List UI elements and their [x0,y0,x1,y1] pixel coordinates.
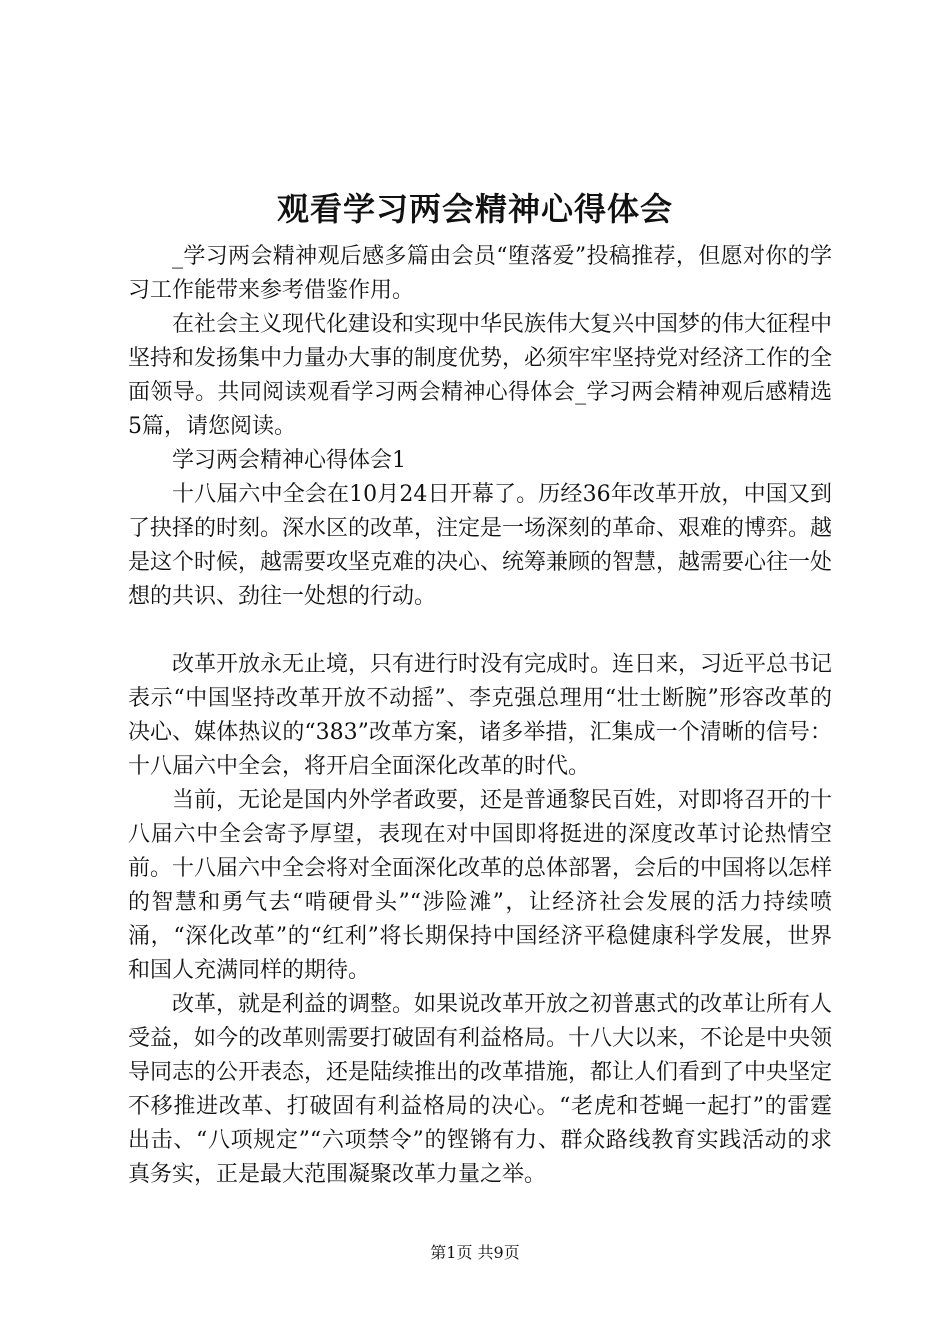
paragraph: 十八届六中全会在10月24日开幕了。历经36年改革开放，中国又到了抉择的时刻。深水区的改革，注定是一场深刻的革命、艰难的博弈。越是这个时候，越需要攻坚克难的决心、统筹兼顾的智慧，越需要心往一处想的共识、劲往一处想的行动。 [128,482,833,609]
paragraph-intro: _学习两会精神观后感多篇由会员“堕落爱”投稿推荐，但愿对你的学习工作能带来参考借鉴作用。 [128,244,832,303]
paragraph-context: 在社会主义现代化建设和实现中华民族伟大复兴中国梦的伟大征程中坚持和发扬集中力量办大事的制度优势，必须牢牢坚持党对经济工作的全面领导。共同阅读观看学习两会精神心得体会_学习两会精神观后感精选5篇，请您阅读。 [128,312,833,439]
section-heading: 学习两会精神心得体会1 [172,448,406,473]
document-title: 观看学习两会精神心得体会 [276,190,673,228]
paragraph: 改革，就是利益的调整。如果说改革开放之初普惠式的改革让所有人受益，如今的改革则需要打破固有利益格局。十八大以来，不论是中央领导同志的公开表态，还是陆续推出的改革措施，都让人们看到了中央坚定不移推进改革、打破固有利益格局的决心。“老虎和苍蝇一起打”的雷霆出击、“八项规定”“六项禁令”的铿锵有力、群众路线教育实践活动的求真务实，正是最大范围凝聚改革力量之举。 [128,992,833,1187]
page-footer: 第1页 共9页 [430,1243,520,1262]
paragraph: 改革开放永无止境，只有进行时没有完成时。连日来，习近平总书记表示“中国坚持改革开放不动摇”、李克强总理用“壮士断腕”形容改革的决心、媒体热议的“383”改革方案，诸多举措，汇集成一个清晰的信号：十八届六中全会，将开启全面深化改革的时代。 [128,652,833,779]
paragraph: 当前，无论是国内外学者政要，还是普通黎民百姓，对即将召开的十八届六中全会寄予厚望，表现在对中国即将挺进的深度改革讨论热情空前。十八届六中全会将对全面深化改革的总体部署，会后的中国将以怎样的智慧和勇气去“啃硬骨头”“涉险滩”，让经济社会发展的活力持续喷涌，“深化改革”的“红利”将长期保持中国经济平稳健康科学发展，世界和国人充满同样的期待。 [128,788,833,983]
document-body [128,240,832,1192]
